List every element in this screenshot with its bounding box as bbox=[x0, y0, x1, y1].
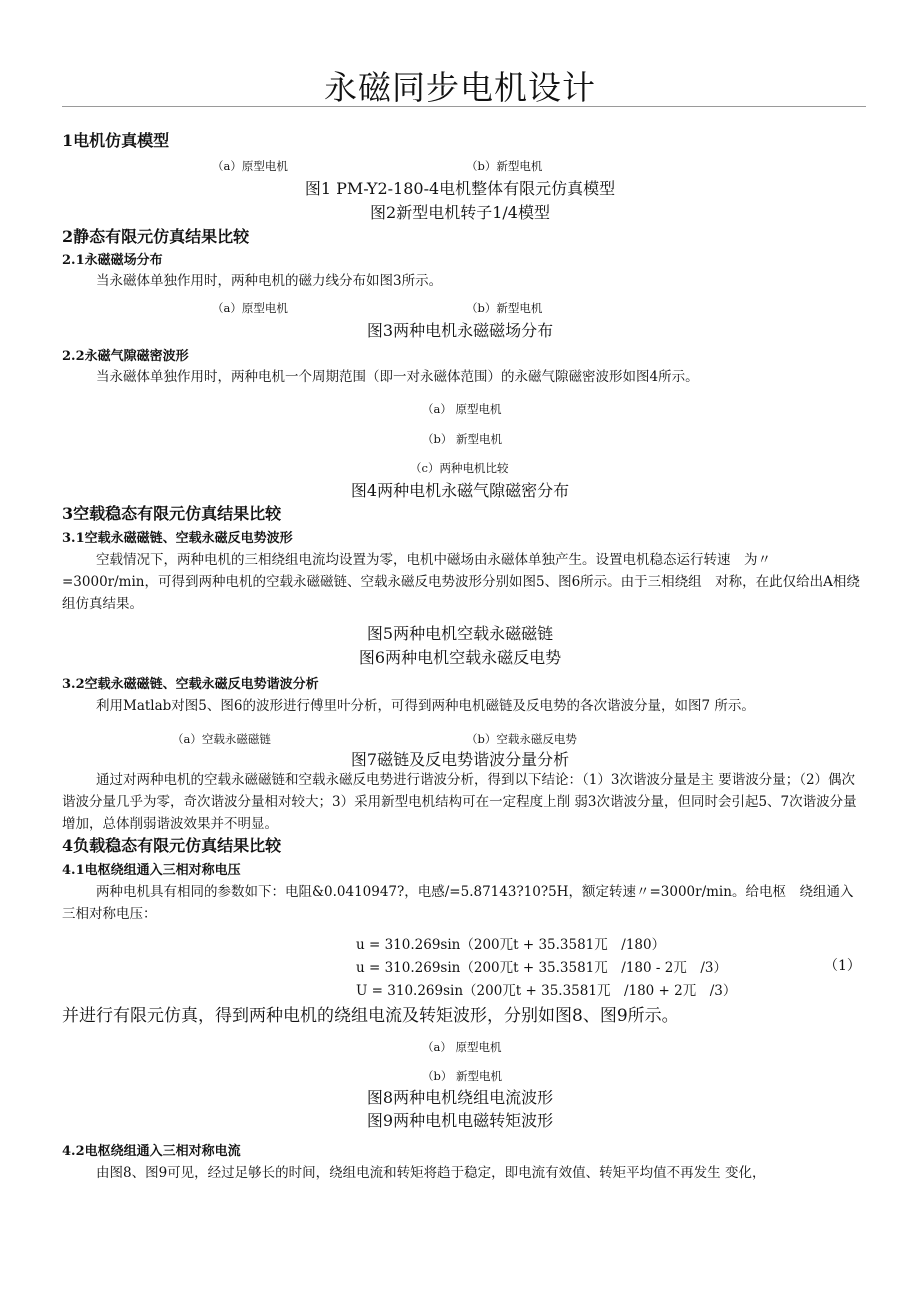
fig9-caption: 图9两种电机电磁转矩波形 bbox=[366, 1111, 554, 1130]
fig1-sub-a: （a）原型电机 bbox=[212, 159, 288, 173]
paragraph-3-1: 空载情况下，两种电机的三相绕组电流均设置为零，电机中磁场由永磁体单独产生。设置电机稳态运行转速 为〃=3000r/min，可得到两种电机的空载永磁磁链、空载永磁反电势波形分别如图5、图6所示。由于三相绕组 对称，在此仅给出A相绕组仿真结果。 bbox=[62, 552, 860, 612]
fig7-sub-a: （a）空载永磁磁链 bbox=[172, 732, 271, 746]
fig8-caption: 图8两种电机绕组电流波形 bbox=[366, 1088, 554, 1107]
paragraph-2-1: 当永磁体单独作用时，两种电机的磁力线分布如图3所示。 bbox=[96, 273, 443, 289]
section-4-2-heading: 4.2电枢绕组通入三相对称电流 bbox=[62, 1144, 241, 1159]
section-2-2-heading: 2.2永磁气隙磁密波形 bbox=[62, 349, 189, 364]
fig1-caption: 图1 PM-Y2-180-4电机整体有限元仿真模型 bbox=[304, 179, 616, 198]
page-title: 永磁同步电机设计 bbox=[324, 68, 596, 107]
paragraph-4-3: 由图8、图9可见，经过足够长的时间，绕组电流和转矩将趋于稳定，即电流有效值、转矩平均值不再发生 变化， bbox=[96, 1165, 766, 1181]
paragraph-3-3: 通过对两种电机的空载永磁磁链和空载永磁反电势进行谐波分析，得到以下结论：（1）3次谐波分量是主 要谐波分量；（2）偶次谐波分量几乎为零，奇次谐波分量相对较大；3）采用新型电机结构可在一定程度上削 弱3次谐波分量，但同时会引起5、7次谐波分量增加，总体削弱谐波效果并不明显。 bbox=[62, 772, 857, 832]
section-2-1-heading: 2.1永磁磁场分布 bbox=[62, 253, 163, 268]
fig4-sub-c: （c）两种电机比较 bbox=[410, 461, 509, 475]
paragraph-3-2: 利用Matlab对图5、图6的波形进行傅里叶分析，可得到两种电机磁链及反电势的各次谐波分量，如图7 所示。 bbox=[96, 698, 755, 714]
equation-line-3: U = 310.269sin（200兀t + 35.3581兀 /180 + 2兀 /3） bbox=[356, 983, 737, 999]
paragraph-4-2: 并进行有限元仿真，得到两种电机的绕组电流及转矩波形，分别如图8、图9所示。 bbox=[62, 1006, 679, 1026]
section-1-heading: 1电机仿真模型 bbox=[62, 131, 170, 150]
section-3-2-heading: 3.2空载永磁磁链、空载永磁反电势谐波分析 bbox=[62, 677, 319, 692]
section-2-heading: 2静态有限元仿真结果比较 bbox=[62, 227, 250, 246]
fig7-sub-b: （b）空载永磁反电势 bbox=[466, 732, 577, 746]
fig4-sub-b: （b） 新型电机 bbox=[422, 432, 503, 446]
section-4-heading: 4负载稳态有限元仿真结果比较 bbox=[62, 836, 282, 855]
paragraph-2-2: 当永磁体单独作用时，两种电机一个周期范围（即一对永磁体范围）的永磁气隙磁密波形如图4所示。 bbox=[96, 369, 699, 385]
equation-number: （1） bbox=[824, 958, 861, 974]
section-3-1-heading: 3.1空载永磁磁链、空载永磁反电势波形 bbox=[62, 531, 293, 546]
fig1-sub-b: （b）新型电机 bbox=[466, 159, 543, 173]
fig4-sub-a: （a） 原型电机 bbox=[422, 402, 502, 416]
equation-line-2: u = 310.269sin（200兀t + 35.3581兀 /180 - 2兀 /3） bbox=[356, 960, 727, 976]
fig8-sub-a: （a） 原型电机 bbox=[422, 1040, 502, 1054]
title-divider bbox=[62, 106, 866, 107]
fig3-sub-b: （b）新型电机 bbox=[466, 301, 543, 315]
fig4-caption: 图4两种电机永磁气隙磁密分布 bbox=[350, 481, 570, 500]
section-4-1-heading: 4.1电枢绕组通入三相对称电压 bbox=[62, 863, 241, 878]
section-3-heading: 3空载稳态有限元仿真结果比较 bbox=[62, 504, 282, 523]
fig7-caption: 图7磁链及反电势谐波分量分析 bbox=[350, 750, 570, 769]
fig2-caption: 图2新型电机转子1/4模型 bbox=[370, 203, 550, 222]
equation-line-1: u = 310.269sin（200兀t + 35.3581兀 /180） bbox=[356, 937, 666, 953]
fig6-caption: 图6两种电机空载永磁反电势 bbox=[358, 648, 562, 667]
fig8-sub-b: （b） 新型电机 bbox=[422, 1069, 503, 1083]
paragraph-4-1: 两种电机具有相同的参数如下：电阻&0.0410947?，电感/=5.87143?10?5H，额定转速〃=3000r/min。给电枢 绕组通入三相对称电压： bbox=[62, 884, 854, 922]
fig3-caption: 图3两种电机永磁磁场分布 bbox=[366, 321, 554, 340]
fig5-caption: 图5两种电机空载永磁磁链 bbox=[366, 624, 554, 643]
fig3-sub-a: （a）原型电机 bbox=[212, 301, 288, 315]
